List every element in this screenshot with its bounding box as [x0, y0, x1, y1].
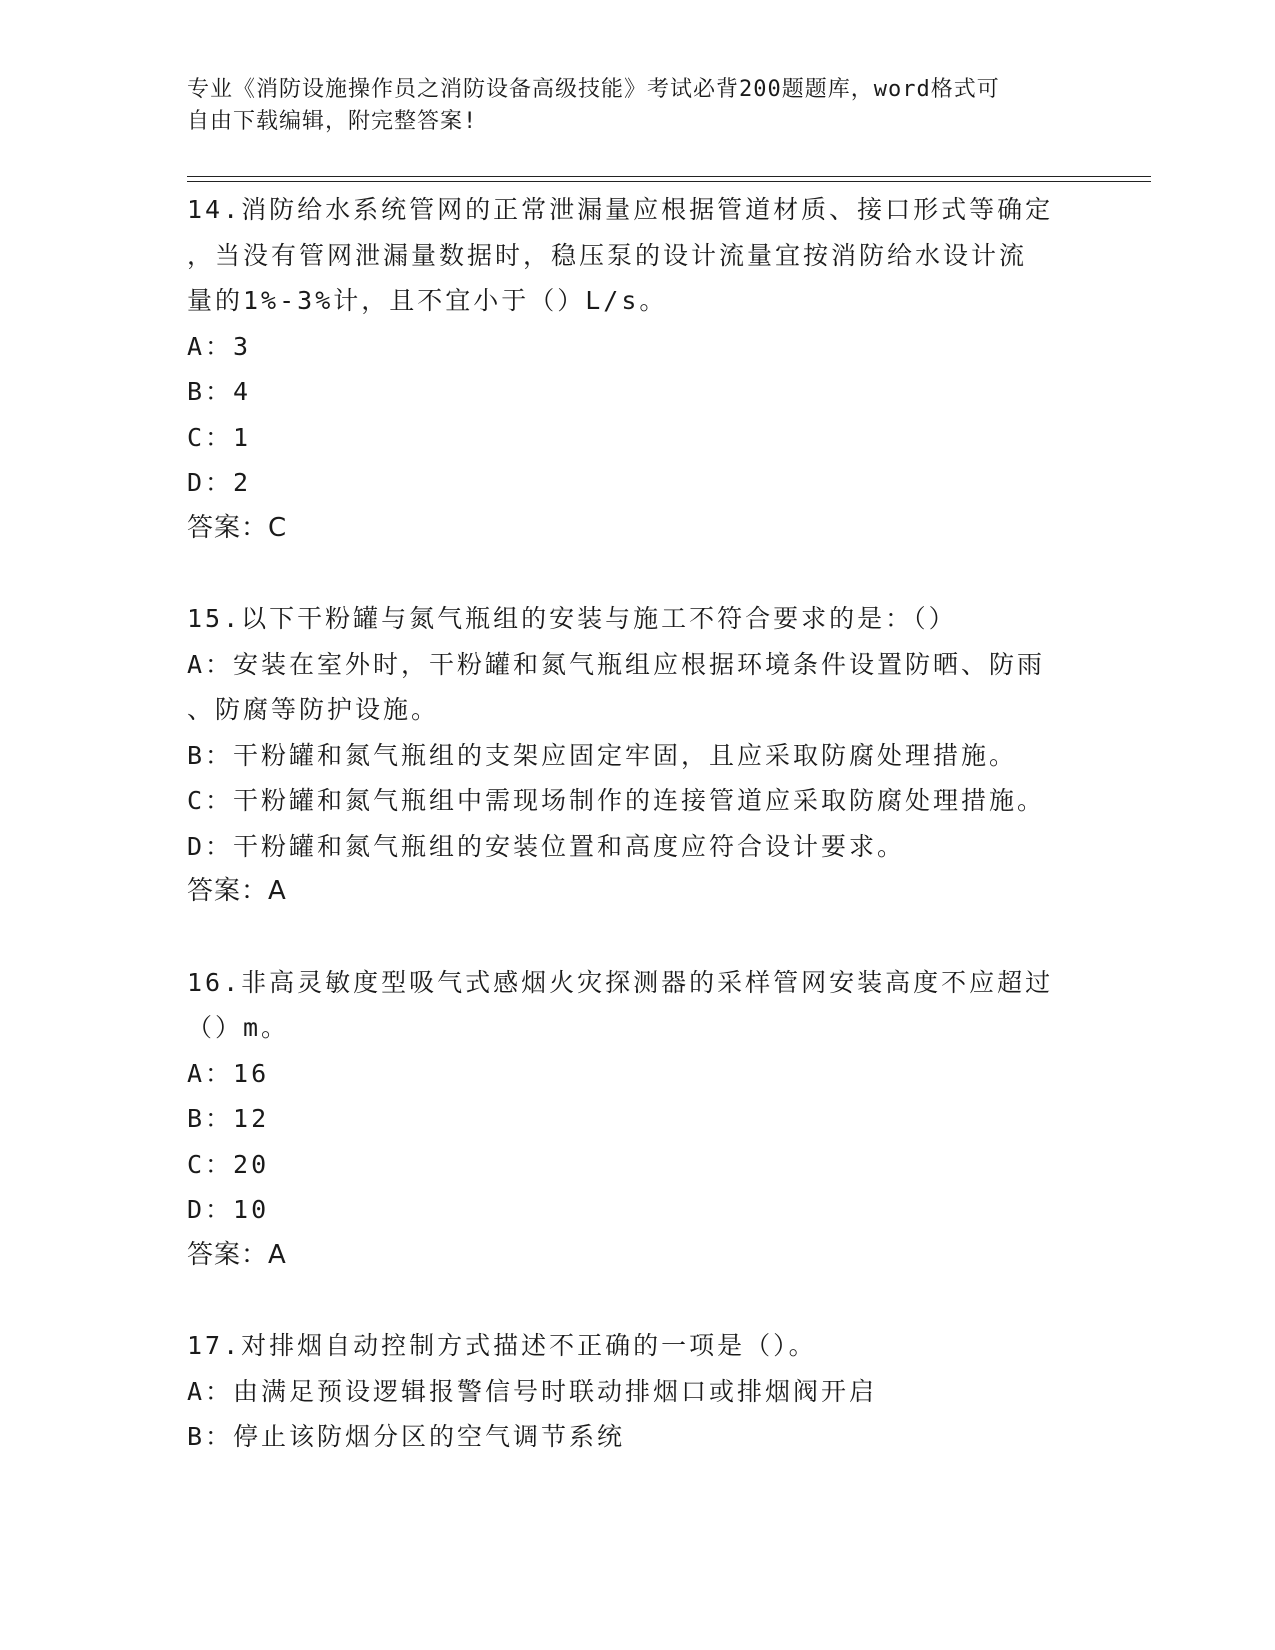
answer-line: 答案：A	[187, 1239, 287, 1270]
option-a: A：3	[187, 331, 252, 361]
header-divider-top	[187, 176, 1151, 177]
option-b: B：4	[187, 377, 252, 406]
question-14	[187, 187, 1087, 551]
option-d: D：干粉罐和氮气瓶组的安装位置和高度应符合设计要求。	[187, 831, 906, 861]
question-text-line: 17.对排烟自动控制方式描述不正确的一项是（）。	[187, 1331, 817, 1360]
option-d: D：2	[187, 468, 252, 497]
question-list	[187, 187, 1087, 1460]
question-text-line: 14.消防给水系统管网的正常泄漏量应根据管道材质、接口形式等确定	[187, 195, 1054, 224]
question-16	[187, 960, 1087, 1279]
header-line-1: 专业《消防设施操作员之消防设备高级技能》考试必背200题题库，word格式可	[187, 77, 1000, 102]
answer-line: 答案：C	[187, 512, 288, 543]
question-text-line: ，当没有管网泄漏量数据时，稳压泵的设计流量宜按消防给水设计流	[187, 240, 1028, 270]
option-a: A：安装在室外时，干粉罐和氮气瓶组应根据环境条件设置防晒、防雨	[187, 649, 1046, 679]
question-text-line: 量的1%-3%计，且不宜小于（）L/s。	[187, 286, 668, 315]
option-b: B：停止该防烟分区的空气调节系统	[187, 1422, 626, 1451]
option-a: A：16	[187, 1058, 270, 1088]
option-b: B：12	[187, 1104, 270, 1133]
option-b: B：干粉罐和氮气瓶组的支架应固定牢固，且应采取防腐处理措施。	[187, 740, 1018, 770]
answer-line: 答案：A	[187, 876, 287, 906]
question-text-line: （）m。	[187, 1013, 290, 1042]
document-header	[187, 74, 1067, 138]
option-c: C：20	[187, 1149, 270, 1179]
question-15	[187, 596, 1087, 915]
option-a-continued: 、防腐等防护设施。	[187, 695, 440, 724]
header-divider-bottom	[187, 181, 1151, 182]
question-17	[187, 1323, 1087, 1460]
option-c: C：1	[187, 422, 252, 452]
question-text-line: 16.非高灵敏度型吸气式感烟火灾探测器的采样管网安装高度不应超过	[187, 967, 1054, 997]
question-text-line: 15.以下干粉罐与氮气瓶组的安装与施工不符合要求的是：（）	[187, 604, 957, 633]
option-a: A：由满足预设逻辑报警信号时联动排烟口或排烟阀开启	[187, 1376, 878, 1406]
option-d: D：10	[187, 1195, 270, 1224]
header-line-2: 自由下载编辑，附完整答案!	[187, 109, 478, 134]
option-c: C：干粉罐和氮气瓶组中需现场制作的连接管道应采取防腐处理措施。	[187, 786, 1046, 815]
